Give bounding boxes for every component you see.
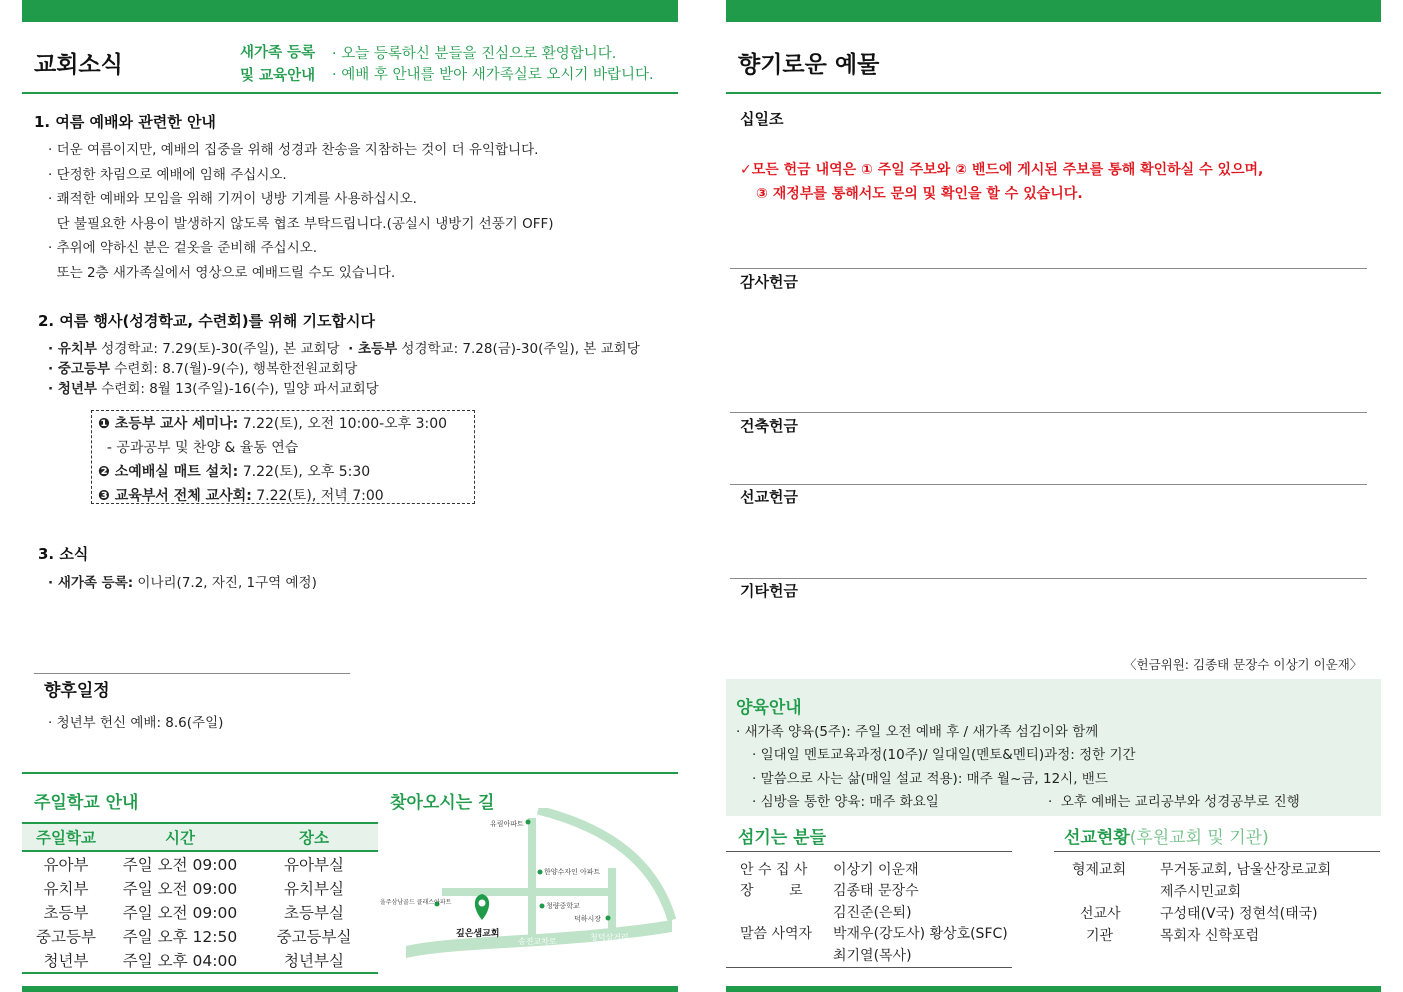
cell-place: 유아부실	[284, 856, 344, 874]
missions-r1-value: 무거동교회, 남울산장로교회	[1160, 862, 1332, 878]
map-label-school: 청량중학교	[546, 902, 580, 910]
map-road-vertical-2	[608, 868, 616, 938]
thanks-offering-heading: 감사헌금	[740, 273, 798, 291]
church-location-pin-icon	[475, 894, 489, 920]
s2-r2-text: 수련회: 8.7(월)-9(수), 행복한전원교회당	[110, 361, 358, 377]
s3-text: 이나리(7.2, 자진, 1구역 예정)	[133, 575, 317, 591]
nurture-line-5: · 오후 예배는 교리공부와 성경공부로 진행	[1048, 794, 1300, 810]
nurture-line-3: · 말씀으로 사는 삶(매일 설교 적용): 매주 월~금, 12시, 밴드	[752, 771, 1108, 787]
left-title-divider	[22, 92, 678, 94]
map-dot	[538, 870, 543, 875]
section-2-heading: 2. 여름 행사(성경학교, 수련회)를 위해 기도합시다	[38, 312, 375, 330]
notice-line-1: ✓모든 헌금 내역은 ① 주일 주보와 ② 밴드에 게시된 주보를 통해 확인하실 수 있으며,	[740, 162, 1264, 178]
building-divider	[730, 412, 1367, 413]
box-line-2: - 공과공부 및 찬양 & 율동 연습	[98, 440, 299, 456]
cell-time: 주일 오전 09:00	[122, 856, 238, 874]
map-label-church: 깊은샘교회	[456, 929, 500, 939]
schedule-header-row	[22, 823, 378, 851]
section-3-heading: 3. 소식	[38, 545, 89, 563]
missions-r1-label: 형제교회	[1072, 862, 1127, 878]
box-l3-bold: ❷ 소예배실 매트 설치:	[98, 464, 239, 480]
missions-r2-value: 구성태(V국) 정현석(태국)	[1160, 906, 1318, 922]
upcoming-divider	[34, 673, 350, 674]
cell-place: 유치부실	[284, 880, 344, 898]
map-dot	[540, 904, 545, 909]
nurture-line-1: · 새가족 양육(5주): 주일 오전 예배 후 / 새가족 섬김이와 함께	[736, 724, 1099, 740]
missions-divider	[1054, 851, 1380, 852]
section-1-lines	[48, 138, 554, 285]
box-l1-text: 7.22(토), 오전 10:00-오후 3:00	[238, 416, 448, 432]
cell-place: 중고등부실	[276, 928, 352, 946]
nurture-line-4: · 심방을 통한 양육: 매주 화요일	[752, 794, 939, 810]
table-row	[22, 924, 378, 948]
bottom-left-divider	[22, 772, 678, 774]
page-title-offerings: 향기로운 예물	[738, 52, 880, 78]
missions-r3-label: 기관	[1086, 928, 1114, 944]
notice-line-2: ③ 재정부를 통해서도 문의 및 확인을 할 수 있습니다.	[756, 186, 1083, 202]
s2-r1-bold-1: · 유치부	[48, 341, 97, 357]
offering-committee: 〈헌금위원: 김종태 문장수 이상기 이운재〉	[1124, 657, 1363, 672]
missions-title-main: 선교현황	[1064, 828, 1130, 848]
map-label-apt-hanyang: 한양수자인 아파트	[544, 868, 601, 876]
nurture-title: 양육안내	[736, 698, 802, 718]
servers-r1-label: 안 수 집 사	[740, 862, 808, 878]
thanks-divider	[730, 268, 1367, 269]
servers-r1-names: 이상기 이운재	[833, 862, 919, 878]
building-offering-heading: 건축헌금	[740, 417, 798, 435]
map-dot	[606, 916, 611, 921]
newcomer-line-2: · 예배 후 안내를 받아 새가족실로 오시기 바랍니다.	[332, 67, 654, 83]
map-road-vertical-1	[528, 818, 536, 940]
map-road-horizontal	[442, 888, 614, 896]
upcoming-title: 향후일정	[44, 681, 110, 701]
mission-divider	[730, 484, 1367, 485]
bottom-bar-right	[726, 986, 1381, 992]
newcomer-label-2: 및 교육안내	[240, 68, 316, 84]
upcoming-line: · 청년부 헌신 예배: 8.6(주일)	[48, 715, 224, 731]
other-divider	[730, 578, 1367, 579]
table-row	[22, 851, 378, 876]
cell-dept: 중고등부	[36, 928, 96, 946]
nurture-line-2: · 일대일 멘토교육과정(10주)/ 일대일(멘토&멘티)과정: 정한 기간	[752, 747, 1136, 763]
s2-r1-text-2: 성경학교: 7.28(금)-30(주일), 본 교회당	[397, 341, 640, 357]
s2-r1-text-1: 성경학교: 7.29(토)-30(주일), 본 교회당	[96, 341, 349, 357]
table-row	[22, 948, 378, 973]
col-header-dept: 주일학교	[22, 823, 110, 851]
cell-place: 초등부실	[284, 904, 344, 922]
box-line-1	[98, 413, 447, 433]
top-bar-right	[726, 0, 1381, 22]
map-label-market: 덕하시장	[574, 915, 602, 923]
missions-title-sub: (후원교회 및 기관)	[1129, 828, 1269, 848]
s3-bold: · 새가족 등록:	[48, 575, 134, 591]
servers-r2-label: 장 로	[740, 883, 803, 899]
servers-bottom-divider	[726, 967, 1012, 968]
box-l3-text: 7.22(토), 오후 5:30	[238, 464, 371, 480]
directions-title: 찾아오시는 길	[390, 793, 495, 813]
col-header-place: 장소	[250, 823, 378, 851]
bottom-bar-left	[22, 986, 678, 992]
missions-r3-value: 목회자 신학포럼	[1160, 928, 1260, 944]
cell-time: 주일 오전 09:00	[122, 880, 238, 898]
s1-line: · 쾌적한 예배와 모임을 위해 기꺼이 냉방 기계를 사용하십시오.	[48, 191, 417, 207]
top-bar-left	[22, 0, 678, 22]
s2-r3-text: 수련회: 8월 13(주일)-16(수), 밀양 파서교회당	[96, 381, 379, 397]
servers-r4-label: 말씀 사역자	[740, 926, 813, 942]
church-pin-hole	[479, 900, 486, 907]
cell-time: 주일 오전 09:00	[122, 904, 238, 922]
box-line-3	[98, 461, 370, 481]
s1-line: · 추위에 약하신 분은 겉옷을 준비해 주십시오.	[48, 240, 318, 256]
missions-r2-label: 선교사	[1080, 906, 1121, 922]
box-l1-bold: ❶ 초등부 교사 세미나:	[98, 416, 239, 432]
servers-divider	[726, 851, 1012, 852]
servers-r4-names: 박재우(강도사) 황상호(SFC)	[833, 926, 1008, 942]
s1-line: 단 불필요한 사용이 발생하지 않도록 협조 부탁드립니다.(공실시 냉방기 선풍기 OFF)	[48, 215, 554, 232]
s2-row-1	[48, 337, 640, 357]
s1-line: · 단정한 차림으로 예배에 임해 주십시오.	[48, 166, 287, 183]
newcomer-label-1: 새가족 등록	[240, 45, 316, 61]
s2-r2-bold: · 중고등부	[48, 361, 110, 377]
box-l4-text: 7.22(토), 저녁 7:00	[251, 488, 384, 504]
directions-map	[380, 808, 680, 968]
cell-dept: 초등부	[43, 904, 89, 922]
cell-dept: 청년부	[43, 952, 89, 970]
newcomer-line-1: · 오늘 등록하신 분들을 진심으로 환영합니다.	[332, 46, 617, 62]
table-row	[22, 900, 378, 924]
col-header-time: 시간	[110, 823, 250, 851]
map-label-road-2: 청덕삼거리	[590, 933, 629, 942]
s2-r3-bold: · 청년부	[48, 381, 97, 397]
page-title-church-news: 교회소식	[34, 52, 123, 78]
missions-r1-value-2: 제주시민교회	[1160, 884, 1242, 900]
servers-r3-names: 김진준(은퇴)	[833, 905, 912, 921]
cell-time: 주일 오후 12:50	[122, 928, 238, 946]
s2-r1-bold-2: · 초등부	[348, 341, 398, 357]
table-row	[22, 876, 378, 900]
tithe-heading: 십일조	[740, 110, 784, 128]
s2-row-3	[48, 377, 379, 397]
servers-r2-names: 김종태 문장수	[833, 883, 919, 899]
cell-time: 주일 오후 04:00	[122, 952, 238, 970]
missions-title	[1064, 823, 1269, 848]
s1-line: · 더운 여름이지만, 예배의 집중을 위해 성경과 찬송을 지참하는 것이 더 유익합니다.	[48, 142, 539, 158]
s2-row-2	[48, 357, 357, 377]
sunday-school-table	[22, 822, 378, 974]
box-l4-bold: ❸ 교육부서 전체 교사회:	[98, 488, 252, 504]
section-1-heading: 1. 여름 예배와 관련한 안내	[34, 113, 216, 131]
box-line-4	[98, 485, 384, 505]
servers-r5-names: 최기열(목사)	[833, 948, 912, 964]
map-label-apt-top: 유림아파트	[490, 820, 524, 828]
cell-dept: 유아부	[43, 856, 89, 874]
right-title-divider	[726, 92, 1381, 94]
servers-title: 섬기는 분들	[738, 828, 827, 848]
map-label-apt-left: 울주삼남골드 클래스아파트	[380, 899, 452, 906]
s3-line	[48, 571, 317, 591]
s1-line: 또는 2층 새가족실에서 영상으로 예배드릴 수도 있습니다.	[48, 264, 396, 281]
sunday-school-title: 주일학교 안내	[34, 793, 139, 813]
mission-offering-heading: 선교헌금	[740, 488, 798, 506]
cell-dept: 유치부	[43, 880, 89, 898]
map-label-road-1: 송진교차로	[518, 937, 557, 946]
cell-place: 청년부실	[284, 952, 344, 970]
other-offering-heading: 기타헌금	[740, 582, 798, 600]
map-dot	[526, 820, 531, 825]
